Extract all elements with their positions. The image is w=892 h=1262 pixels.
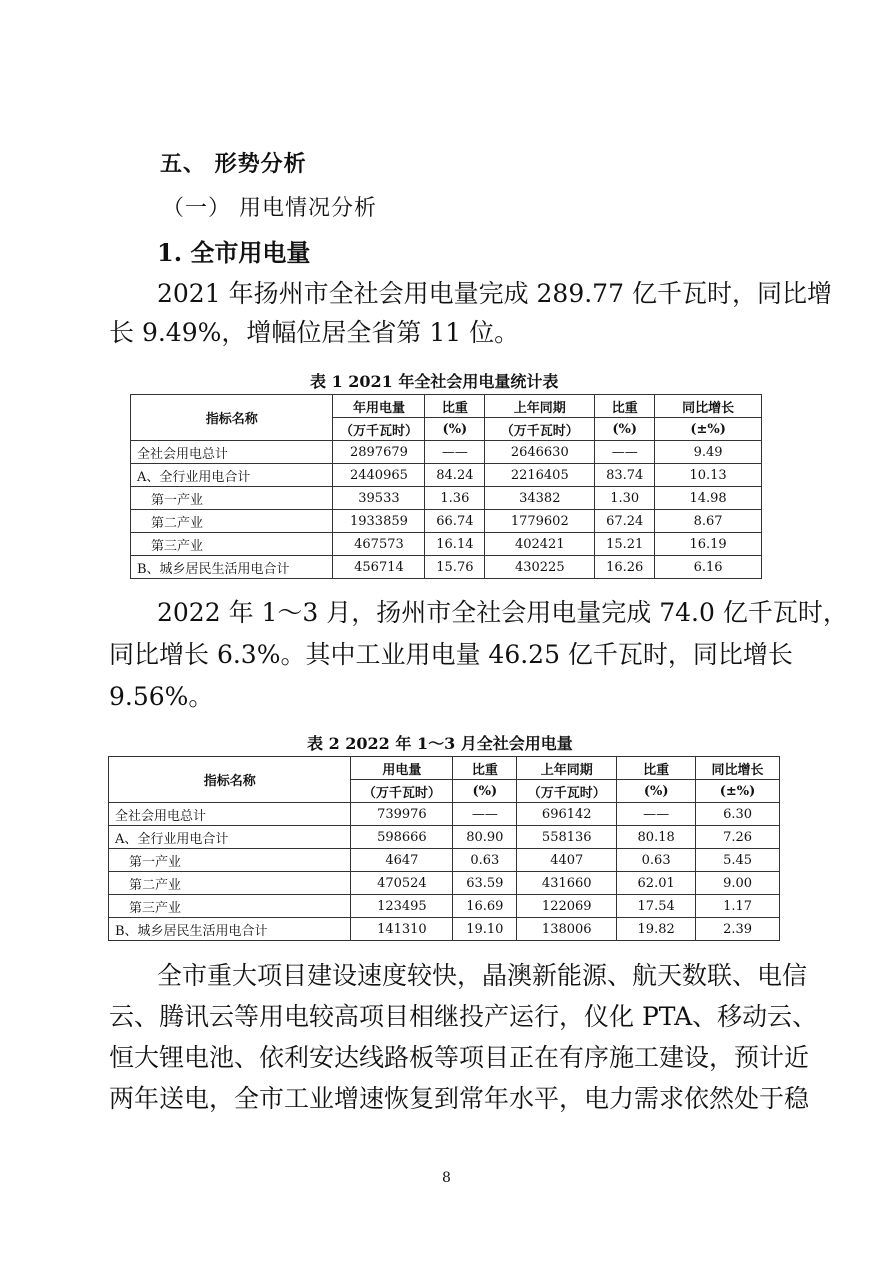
cell-share: 16.69 — [453, 895, 517, 918]
paragraph-2-line-3: 9.56%。 — [109, 682, 214, 711]
table-row — [109, 918, 780, 941]
paragraph-3-line-2: 云、腾讯云等用电较高项目相继投产运行，仪化 PTA、移动云、 — [109, 1002, 818, 1031]
row-label: B、城乡居民生活用电合计 — [109, 918, 351, 941]
row-label: 第三产业 — [131, 533, 333, 556]
cell-share: —— — [425, 441, 485, 464]
header-share-last-year: 比重 — [617, 757, 696, 780]
unit-yoy-growth: (±%) — [696, 780, 780, 803]
table-2-caption: 表 2 2022 年 1～3 月全社会用电量 — [307, 734, 573, 753]
table-header-row — [131, 395, 762, 418]
cell-last-year: 430225 — [485, 556, 595, 579]
cell-growth: 9.49 — [655, 441, 762, 464]
table-row — [109, 803, 780, 826]
header-share: 比重 — [425, 395, 485, 418]
table-row — [131, 510, 762, 533]
table-row — [131, 441, 762, 464]
paragraph-3-line-4: 两年送电，全市工业增速恢复到常年水平，电力需求依然处于稳 — [109, 1084, 810, 1113]
cell-growth: 6.16 — [655, 556, 762, 579]
cell-share: 63.59 — [453, 872, 517, 895]
table-row — [131, 533, 762, 556]
row-label: 第三产业 — [109, 895, 351, 918]
header-yoy-growth: 同比增长 — [655, 395, 762, 418]
cell-last-year: 138006 — [517, 918, 617, 941]
table-2 — [108, 756, 780, 941]
paragraph-3-line-1: 全市重大项目建设速度较快，晶澳新能源、航天数联、电信 — [157, 961, 808, 990]
header-indicator-name: 指标名称 — [131, 395, 333, 441]
cell-usage: 739976 — [351, 803, 453, 826]
cell-share: 66.74 — [425, 510, 485, 533]
unit-last-year: （万千瓦时） — [485, 418, 595, 441]
row-label: 第一产业 — [131, 487, 333, 510]
header-indicator-name: 指标名称 — [109, 757, 351, 803]
cell-last-year: 402421 — [485, 533, 595, 556]
cell-growth: 2.39 — [696, 918, 780, 941]
table-row — [109, 895, 780, 918]
row-label: A、全行业用电合计 — [131, 464, 333, 487]
cell-last-year: 4407 — [517, 849, 617, 872]
cell-usage: 123495 — [351, 895, 453, 918]
cell-share-last-year: —— — [617, 803, 696, 826]
row-label: 全社会用电总计 — [131, 441, 333, 464]
cell-usage: 4647 — [351, 849, 453, 872]
item-heading: 1. 全市用电量 — [157, 238, 311, 267]
cell-usage: 39533 — [333, 487, 425, 510]
header-share-last-year: 比重 — [595, 395, 655, 418]
header-last-year: 上年同期 — [517, 757, 617, 780]
row-label: 全社会用电总计 — [109, 803, 351, 826]
cell-growth: 1.17 — [696, 895, 780, 918]
unit-share-last-year: (%) — [595, 418, 655, 441]
paragraph-3-line-3: 恒大锂电池、依利安达线路板等项目正在有序施工建设，预计近 — [109, 1043, 810, 1072]
cell-growth: 9.00 — [696, 872, 780, 895]
unit-share: (%) — [453, 780, 517, 803]
table-row — [109, 872, 780, 895]
cell-share-last-year: 80.18 — [617, 826, 696, 849]
section-heading: 五、 形势分析 — [160, 151, 307, 177]
row-label: 第二产业 — [131, 510, 333, 533]
cell-growth: 10.13 — [655, 464, 762, 487]
table-row — [109, 849, 780, 872]
header-last-year: 上年同期 — [485, 395, 595, 418]
cell-last-year: 558136 — [517, 826, 617, 849]
header-share: 比重 — [453, 757, 517, 780]
table-1 — [130, 394, 762, 579]
paragraph-1-line-2: 长 9.49%，增幅位居全省第 11 位。 — [109, 318, 520, 347]
cell-usage: 2897679 — [333, 441, 425, 464]
unit-annual-usage: （万千瓦时） — [333, 418, 425, 441]
cell-share: —— — [453, 803, 517, 826]
row-label: 第二产业 — [109, 872, 351, 895]
cell-share: 16.14 — [425, 533, 485, 556]
cell-share: 19.10 — [453, 918, 517, 941]
paragraph-2-line-1: 2022 年 1～3 月，扬州市全社会用电量完成 74.0 亿千瓦时， — [157, 598, 848, 627]
paragraph-2-line-2: 同比增长 6.3%。其中工业用电量 46.25 亿千瓦时，同比增长 — [109, 640, 793, 669]
cell-growth: 5.45 — [696, 849, 780, 872]
cell-share-last-year: —— — [595, 441, 655, 464]
table-row — [131, 556, 762, 579]
cell-share-last-year: 15.21 — [595, 533, 655, 556]
cell-growth: 6.30 — [696, 803, 780, 826]
cell-growth: 14.98 — [655, 487, 762, 510]
cell-share-last-year: 17.54 — [617, 895, 696, 918]
cell-usage: 467573 — [333, 533, 425, 556]
cell-growth: 8.67 — [655, 510, 762, 533]
header-yoy-growth: 同比增长 — [696, 757, 780, 780]
header-annual-usage: 年用电量 — [333, 395, 425, 418]
cell-last-year: 696142 — [517, 803, 617, 826]
unit-share-last-year: (%) — [617, 780, 696, 803]
cell-share: 15.76 — [425, 556, 485, 579]
page-number: 8 — [442, 1170, 451, 1186]
cell-share-last-year: 0.63 — [617, 849, 696, 872]
unit-usage: （万千瓦时） — [351, 780, 453, 803]
table-header-row — [109, 757, 780, 780]
cell-last-year: 34382 — [485, 487, 595, 510]
cell-last-year: 2646630 — [485, 441, 595, 464]
cell-share: 80.90 — [453, 826, 517, 849]
row-label: A、全行业用电合计 — [109, 826, 351, 849]
cell-last-year: 1779602 — [485, 510, 595, 533]
header-usage: 用电量 — [351, 757, 453, 780]
cell-share-last-year: 67.24 — [595, 510, 655, 533]
cell-last-year: 2216405 — [485, 464, 595, 487]
cell-share-last-year: 1.30 — [595, 487, 655, 510]
row-label: 第一产业 — [109, 849, 351, 872]
unit-share: (%) — [425, 418, 485, 441]
unit-yoy-growth: (±%) — [655, 418, 762, 441]
cell-last-year: 122069 — [517, 895, 617, 918]
cell-usage: 470524 — [351, 872, 453, 895]
unit-last-year: （万千瓦时） — [517, 780, 617, 803]
cell-usage: 598666 — [351, 826, 453, 849]
cell-share-last-year: 62.01 — [617, 872, 696, 895]
cell-usage: 1933859 — [333, 510, 425, 533]
cell-usage: 141310 — [351, 918, 453, 941]
cell-growth: 7.26 — [696, 826, 780, 849]
paragraph-1-line-1: 2021 年扬州市全社会用电量完成 289.77 亿千瓦时，同比增 — [157, 279, 832, 308]
cell-share-last-year: 19.82 — [617, 918, 696, 941]
cell-share: 1.36 — [425, 487, 485, 510]
table-row — [131, 464, 762, 487]
cell-share-last-year: 16.26 — [595, 556, 655, 579]
table-1-caption: 表 1 2021 年全社会用电量统计表 — [310, 372, 559, 391]
subsection-heading: （一） 用电情况分析 — [162, 196, 377, 221]
cell-usage: 456714 — [333, 556, 425, 579]
table-row — [131, 487, 762, 510]
table-row — [109, 826, 780, 849]
cell-share: 0.63 — [453, 849, 517, 872]
cell-growth: 16.19 — [655, 533, 762, 556]
row-label: B、城乡居民生活用电合计 — [131, 556, 333, 579]
cell-last-year: 431660 — [517, 872, 617, 895]
cell-share-last-year: 83.74 — [595, 464, 655, 487]
cell-usage: 2440965 — [333, 464, 425, 487]
cell-share: 84.24 — [425, 464, 485, 487]
